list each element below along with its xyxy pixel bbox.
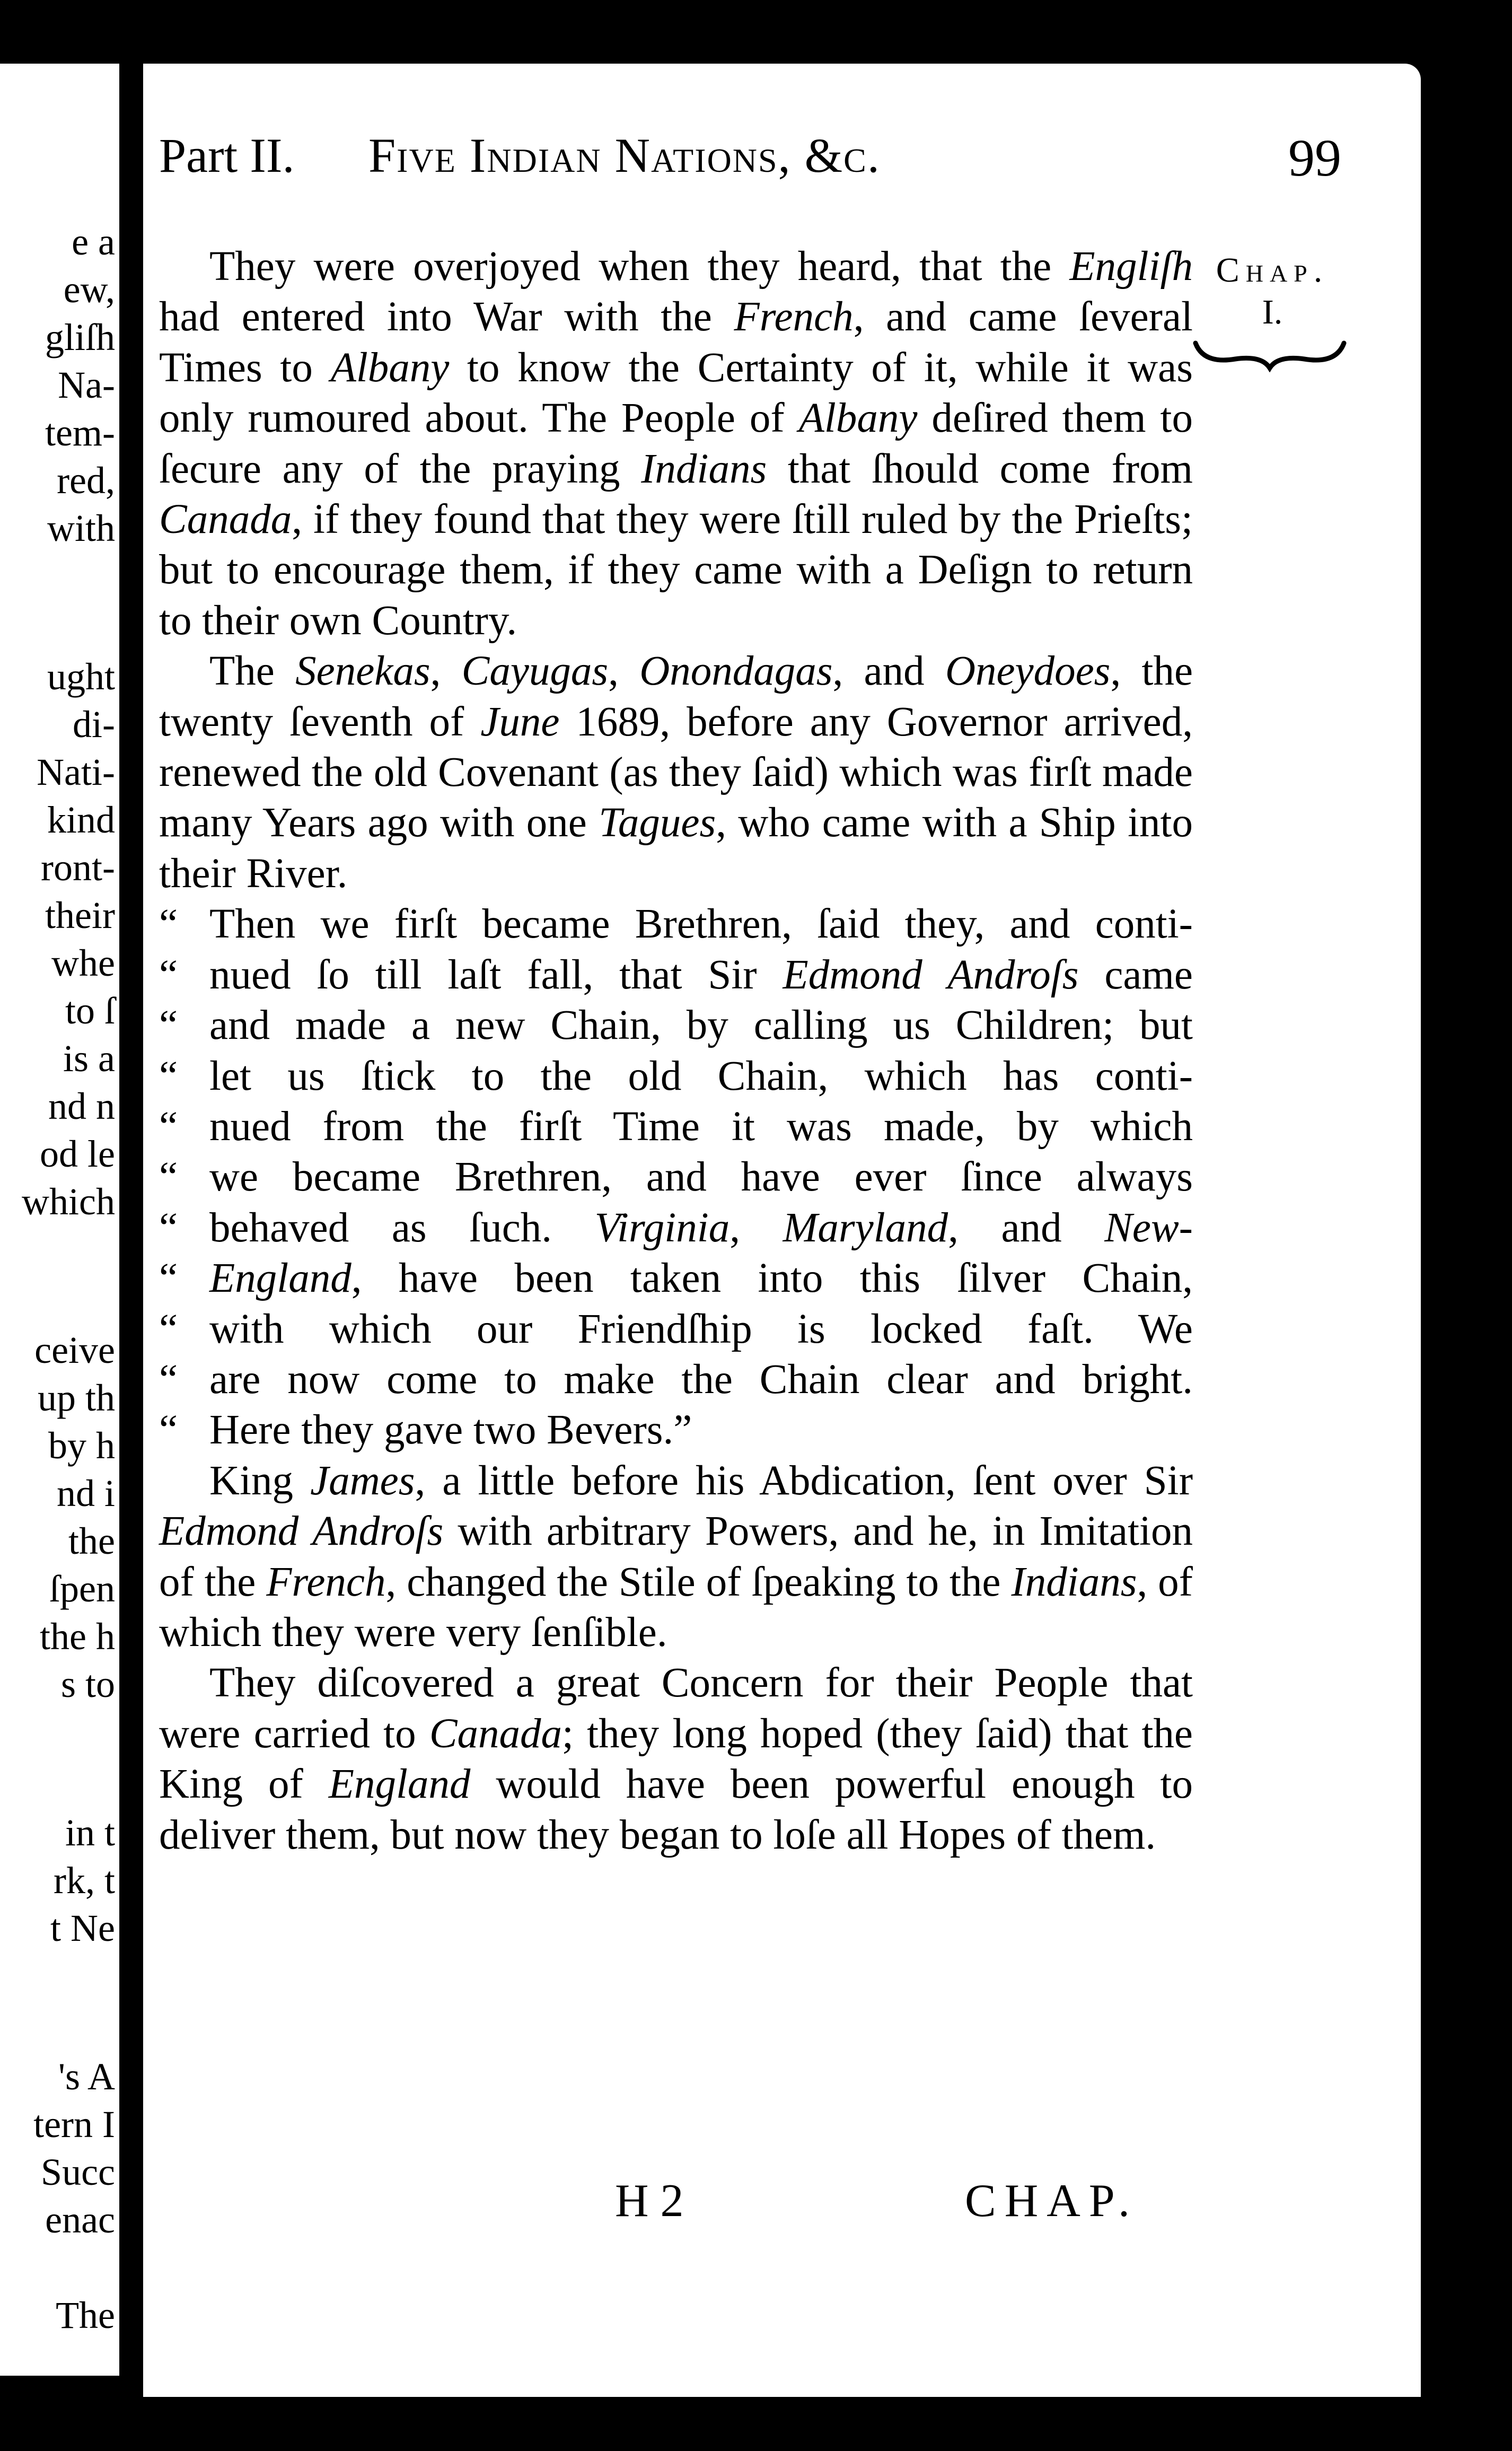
facing-page-fragment: ront- (41, 846, 115, 889)
italic-run: James (310, 1457, 415, 1504)
quote-line (159, 1051, 1193, 1101)
text-run: to know the Certainty of it, while it was only rumoured about. The People of (159, 344, 1193, 442)
italic-run: Canada (429, 1710, 562, 1757)
text-run: , and (948, 1204, 1105, 1251)
text-run: Then we firſt became Brethren, ſaid they, and conti- (209, 901, 1193, 948)
text-run: , and came ſeveral Times to (159, 294, 1193, 391)
book-gutter (119, 0, 143, 2451)
facing-page-fragment: kind (47, 799, 115, 841)
quote-line (159, 1253, 1193, 1303)
text-run: had entered into War with the (159, 294, 734, 340)
quote-mark: “ (159, 1407, 178, 1454)
quote-line (159, 950, 1193, 1000)
text-run: , the twenty ſeventh of (159, 648, 1193, 745)
header-part: Part II. (159, 128, 295, 182)
running-header (159, 127, 1341, 186)
chapter-number: I. (1262, 293, 1283, 332)
facing-page-fragment: is a (63, 1037, 115, 1080)
italic-run: England (209, 1255, 351, 1302)
italic-run: Senekas (295, 648, 430, 695)
italic-run: Tagues (599, 800, 716, 846)
signature-mark: H 2 (615, 2175, 684, 2227)
text-run: nued from the firſt Time it was made, by which (209, 1103, 1193, 1150)
header-title: Five Indian Nations, &c. (368, 128, 881, 182)
facing-page-fragment: ſpen (49, 1568, 115, 1610)
text-run: let us ſtick to the old Chain, which has conti- (209, 1053, 1193, 1099)
quote-line (159, 1354, 1193, 1405)
facing-page-fragment: s to (60, 1663, 115, 1705)
text-run: , of which they were very ſenſible. (159, 1559, 1193, 1656)
text-run: , a little before his Abdication, ſent over Sir (415, 1457, 1193, 1504)
facing-page-fragment: ceive (34, 1329, 115, 1371)
text-run: , (608, 648, 640, 695)
facing-page-fragment: 's A (58, 2055, 115, 2098)
catchword: CHAP. (965, 2175, 1138, 2227)
facing-page-fragment: with (47, 507, 115, 549)
italic-run: French (266, 1559, 386, 1605)
facing-page-fragment: to ſ (65, 990, 115, 1032)
quote-line (159, 1000, 1193, 1051)
facing-page-fragment: The (56, 2294, 115, 2336)
quote-line (159, 1203, 1193, 1253)
facing-page-fragment: gliſh (45, 316, 115, 358)
italic-run: Indians (641, 445, 767, 492)
facing-page-fragment: whe (51, 942, 115, 984)
facing-page-fragment: e a (72, 221, 115, 263)
italic-run: Onondagas (639, 648, 833, 695)
text-run: , (430, 648, 462, 695)
text-run: , who came with a Ship into their River. (159, 800, 1193, 897)
text-run: are now come to make the Chain clear and bright. (209, 1356, 1193, 1403)
facing-page-fragment: di- (73, 703, 115, 746)
facing-page-fragment: nd i (56, 1472, 115, 1515)
italic-run: Canada (159, 496, 292, 543)
facing-page-fragment: t Ne (50, 1907, 115, 1949)
paragraph (159, 241, 1193, 646)
chapter-label: Chap. (1216, 251, 1329, 290)
text-run: , if they found that they were ſtill ruled by the Prieſts; but to encourage them, if they came with a Deſign to return to their own Country. (159, 496, 1193, 644)
quote-mark: “ (159, 1356, 178, 1403)
text-run: They were overjoyed when they heard, that the (209, 243, 1070, 290)
facing-page-fragment: ew, (63, 268, 115, 311)
italic-run: Albany (330, 344, 450, 391)
quote-mark: “ (159, 1306, 178, 1352)
text-run: , and (832, 648, 945, 695)
text-run: that ſhould come from (767, 445, 1193, 492)
facing-page-fragment: od le (40, 1133, 115, 1175)
facing-page-fragment: in t (65, 1811, 115, 1854)
facing-page-fragment: red, (57, 459, 115, 502)
italic-run: French (734, 294, 854, 340)
text-run: , have been taken into this ſilver Chain, (351, 1255, 1193, 1302)
text-run: deſired them to ſecure any of the praying (159, 395, 1193, 492)
page-edge-shadow (1421, 0, 1512, 2451)
text-run: behaved as ſuch. (209, 1204, 595, 1251)
italic-run: Cayugas (461, 648, 609, 695)
quote-mark: “ (159, 1255, 178, 1302)
facing-page-fragment: ught (47, 655, 115, 698)
chapter-marginal (1193, 249, 1352, 372)
paragraph (159, 1658, 1193, 1860)
facing-page-edge (0, 64, 119, 2376)
italic-run: Maryland (783, 1204, 948, 1251)
italic-run: Albany (798, 395, 918, 442)
text-run: , (729, 1204, 783, 1251)
facing-page-fragment: tem- (45, 412, 115, 454)
facing-page-fragment: the (68, 1520, 115, 1562)
quote-line (159, 899, 1193, 949)
body-text (159, 241, 1193, 1860)
facing-page-fragment: Nati- (37, 751, 115, 793)
page-number: 99 (1288, 128, 1341, 187)
italic-run: Edmond Androſs (783, 951, 1079, 998)
text-run: with arbitrary Powers, and he, in Imitation of the (159, 1508, 1193, 1605)
quote-line (159, 1152, 1193, 1202)
italic-run: Oneydoes (945, 648, 1111, 695)
paragraph (159, 1456, 1193, 1658)
text-run: nued ſo till laſt fall, that Sir (209, 951, 783, 998)
paragraph (159, 646, 1193, 899)
quoted-speech (159, 899, 1193, 1455)
facing-page-fragment: rk, t (54, 1859, 115, 1902)
italic-run: New- (1104, 1204, 1193, 1251)
text-run: 1689, before any Governor arrived, renewed the old Covenant (as they ſaid) which was firſt made many Years ago with one (159, 698, 1193, 846)
facing-page-fragment: tern I (33, 2103, 115, 2146)
quote-mark: “ (159, 1154, 178, 1201)
page-footer (159, 2174, 1341, 2233)
italic-run: Virginia (594, 1204, 730, 1251)
quote-mark: “ (159, 951, 178, 998)
italic-run: June (480, 698, 560, 745)
text-run: , changed the Stile of ſpeaking to the (385, 1559, 1012, 1605)
text-run: ; they long hoped (they ſaid) that the King of (159, 1710, 1193, 1808)
text-run: would have been powerful enough to deliver them, but now they began to loſe all Hopes of them. (159, 1761, 1193, 1858)
quote-line (159, 1101, 1193, 1152)
facing-page-fragment: by h (48, 1424, 115, 1467)
quote-mark: “ (159, 1053, 178, 1099)
quote-line (159, 1304, 1193, 1354)
text-run: Here they gave two Bevers.” (209, 1407, 692, 1454)
text-run: we became Brethren, and have ever ſince always (209, 1154, 1193, 1201)
facing-page-fragment: Succ (41, 2151, 115, 2193)
text-run: King (209, 1457, 311, 1504)
quote-mark: “ (159, 1002, 178, 1049)
italic-run: England (328, 1761, 471, 1808)
facing-page-fragment: which (22, 1180, 115, 1223)
facing-page-fragment: Na- (58, 364, 115, 406)
italic-run: Indians (1011, 1559, 1137, 1605)
facing-page-fragment: up th (37, 1377, 115, 1419)
quote-mark: “ (159, 1103, 178, 1150)
text-run: came (1078, 951, 1193, 998)
quote-mark: “ (159, 1204, 178, 1251)
facing-page-fragment: their (45, 894, 115, 936)
text-run: with which our Friendſhip is locked faſt. We (209, 1306, 1193, 1352)
quote-line (159, 1405, 1193, 1455)
text-run: and made a new Chain, by calling us Children; but (209, 1002, 1193, 1049)
facing-page-fragment: enac (45, 2199, 115, 2241)
facing-page-fragment: nd n (48, 1085, 115, 1127)
quote-mark: “ (159, 901, 178, 948)
italic-run: Engliſh (1069, 243, 1193, 290)
text-run: They diſcovered a great Concern for their People that were carried to (159, 1660, 1193, 1757)
brace-ornament (1193, 335, 1347, 372)
italic-run: Edmond Androſs (159, 1508, 444, 1555)
text-run: The (209, 648, 296, 695)
facing-page-fragment: the h (40, 1615, 115, 1658)
